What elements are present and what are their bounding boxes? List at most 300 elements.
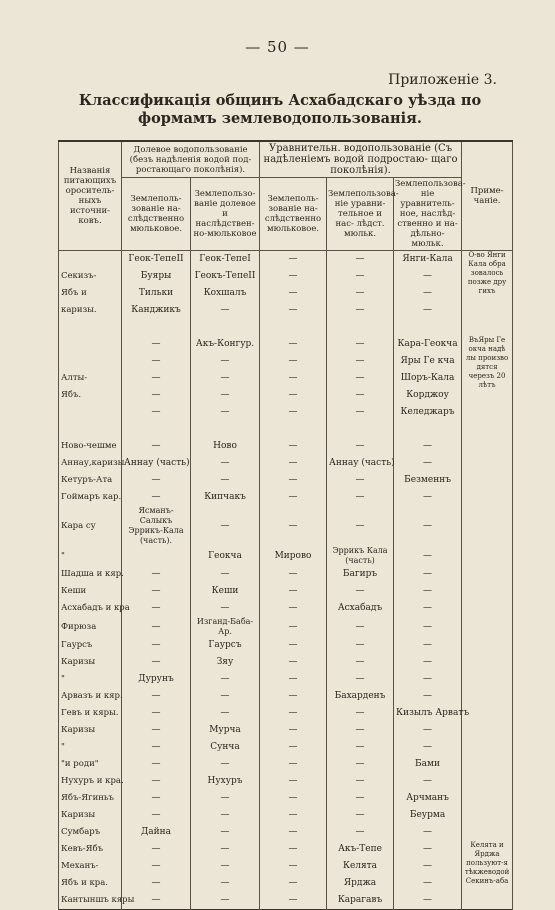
- cell-c4: —: [327, 268, 394, 285]
- table-row: [59, 807, 513, 824]
- cell-c2: Ново: [191, 438, 260, 455]
- cell-c3: —: [260, 404, 327, 421]
- cell-c4: Карагавъ: [327, 892, 394, 910]
- cell-c4: —: [327, 472, 394, 489]
- cell-c1: —: [122, 387, 191, 404]
- cell-c3: —: [260, 807, 327, 824]
- cell-note-empty: [462, 600, 513, 617]
- cell-c5: —: [394, 583, 462, 600]
- table-row: [59, 438, 513, 455]
- cell-source: ": [59, 739, 122, 756]
- cell-c5: —: [394, 546, 462, 566]
- table-row: [59, 251, 513, 269]
- cell-source: Каризы: [59, 807, 122, 824]
- header-source: Названiя питающихъ ороситель- ныхъ источни- ковъ.: [59, 141, 122, 251]
- table-row: [59, 506, 513, 546]
- cell-c5: —: [394, 438, 462, 455]
- cell-note-empty: [462, 824, 513, 841]
- cell-c4: —: [327, 251, 394, 269]
- cell-c2: —: [191, 858, 260, 875]
- cell-c4: Багиръ: [327, 566, 394, 583]
- cell-c1: —: [122, 654, 191, 671]
- cell-c4: —: [327, 438, 394, 455]
- cell-c2: Мурча: [191, 722, 260, 739]
- cell-note-empty: [462, 489, 513, 506]
- cell-c5: —: [394, 617, 462, 637]
- cell-c1: —: [122, 705, 191, 722]
- cell-c5: —: [394, 858, 462, 875]
- cell-c1: Аннау (часть): [122, 455, 191, 472]
- cell-c4: —: [327, 617, 394, 637]
- cell-c4: —: [327, 336, 394, 353]
- cell-c5: Бeурма: [394, 807, 462, 824]
- cell-c3: —: [260, 858, 327, 875]
- cell-c4: —: [327, 654, 394, 671]
- table-row: [59, 319, 513, 336]
- cell-c2: —: [191, 506, 260, 546]
- table-row: [59, 370, 513, 387]
- cell-note-empty: [462, 773, 513, 790]
- cell-c3: —: [260, 654, 327, 671]
- cell-source: [59, 353, 122, 370]
- cell-source: Механъ-: [59, 858, 122, 875]
- cell-c2: —: [191, 841, 260, 858]
- cell-note-empty: [462, 455, 513, 472]
- table-row: [59, 756, 513, 773]
- cell-c4: [327, 319, 394, 336]
- cell-c3: —: [260, 671, 327, 688]
- table-row: [59, 654, 513, 671]
- cell-c1: Дайна: [122, 824, 191, 841]
- cell-c5: [394, 421, 462, 438]
- cell-source: [59, 336, 122, 353]
- cell-source: Каризы: [59, 722, 122, 739]
- header-row-groups: [59, 141, 513, 178]
- classification-table: [58, 140, 513, 910]
- header-group-shared: Долевое водопользованiе (безъ надѣленiя водой под- ростающаго поколѣнiя).: [122, 141, 260, 178]
- cell-c3: —: [260, 637, 327, 654]
- cell-c5: —: [394, 654, 462, 671]
- cell-c2: Геокъ-ТепеII: [191, 268, 260, 285]
- cell-c4: —: [327, 387, 394, 404]
- cell-c1: —: [122, 353, 191, 370]
- cell-source: Кевъ-Ябъ: [59, 841, 122, 858]
- table-row: [59, 671, 513, 688]
- cell-source: Кара су: [59, 506, 122, 546]
- cell-c4: —: [327, 807, 394, 824]
- cell-c4: —: [327, 489, 394, 506]
- cell-note-empty: [462, 705, 513, 722]
- cell-c3: —: [260, 489, 327, 506]
- header-group-equal: Уравнительн. водопользованiе (Съ надѣленiемъ водой подростаю- щаго поколѣнiя).: [260, 141, 462, 178]
- table-row: [59, 858, 513, 875]
- cell-c2: Сунча: [191, 739, 260, 756]
- cell-c2: Кеши: [191, 583, 260, 600]
- cell-c4: Асхабадъ: [327, 600, 394, 617]
- cell-c3: [260, 319, 327, 336]
- cell-c2: —: [191, 455, 260, 472]
- cell-c5: —: [394, 892, 462, 910]
- cell-source: [59, 319, 122, 336]
- cell-c1: —: [122, 336, 191, 353]
- cell-note-empty: [462, 688, 513, 705]
- table-row: [59, 387, 513, 404]
- cell-c3: —: [260, 387, 327, 404]
- cell-c4: —: [327, 404, 394, 421]
- cell-c2: —: [191, 472, 260, 489]
- cell-c3: —: [260, 790, 327, 807]
- cell-note-empty: [462, 506, 513, 546]
- table-row: [59, 455, 513, 472]
- table-row: [59, 705, 513, 722]
- table-row: [59, 875, 513, 892]
- cell-c4: Эррикъ Кала (часть): [327, 546, 394, 566]
- cell-source: Нухуръ и кра.: [59, 773, 122, 790]
- cell-note-empty: [462, 438, 513, 455]
- cell-c1: —: [122, 583, 191, 600]
- cell-c5: —: [394, 268, 462, 285]
- cell-source: Фирюза: [59, 617, 122, 637]
- cell-c3: —: [260, 739, 327, 756]
- page-number: — 50 —: [245, 38, 310, 56]
- cell-c3: —: [260, 455, 327, 472]
- cell-c1: —: [122, 773, 191, 790]
- table-row: [59, 472, 513, 489]
- cell-c5: —: [394, 455, 462, 472]
- cell-c3: —: [260, 583, 327, 600]
- cell-source: ": [59, 546, 122, 566]
- table-row: [59, 302, 513, 319]
- table-row: [59, 773, 513, 790]
- cell-c4: —: [327, 353, 394, 370]
- table-row: [59, 268, 513, 285]
- cell-c2: —: [191, 875, 260, 892]
- cell-c5: —: [394, 773, 462, 790]
- cell-source: Шадша и кяр.: [59, 566, 122, 583]
- table-row: [59, 546, 513, 566]
- cell-c3: —: [260, 773, 327, 790]
- cell-c5: —: [394, 824, 462, 841]
- cell-source: Ново-чешме: [59, 438, 122, 455]
- cell-c3: —: [260, 268, 327, 285]
- cell-c3: —: [260, 251, 327, 269]
- cell-c1: [122, 546, 191, 566]
- cell-c5: —: [394, 566, 462, 583]
- cell-source: Арвазъ и кяр.: [59, 688, 122, 705]
- cell-c3: —: [260, 875, 327, 892]
- cell-c3: —: [260, 336, 327, 353]
- cell-c4: [327, 421, 394, 438]
- cell-c5: Безменнъ: [394, 472, 462, 489]
- cell-c1: —: [122, 472, 191, 489]
- table-row: [59, 489, 513, 506]
- cell-c2: —: [191, 671, 260, 688]
- cell-c5: —: [394, 506, 462, 546]
- cell-c1: Ясманъ-Салыкъ Эррикъ-Кала (часть).: [122, 506, 191, 546]
- table-row: [59, 688, 513, 705]
- cell-c3: —: [260, 617, 327, 637]
- cell-c1: Буяры: [122, 268, 191, 285]
- cell-c5: Арчманъ: [394, 790, 462, 807]
- cell-source: каризы.: [59, 302, 122, 319]
- cell-c5: Кизылъ Арватъ: [394, 705, 462, 722]
- cell-c2: Кипчакъ: [191, 489, 260, 506]
- table-row: [59, 583, 513, 600]
- cell-c4: Акъ-Тепе: [327, 841, 394, 858]
- cell-c2: —: [191, 404, 260, 421]
- header-row-sub: [59, 178, 513, 251]
- cell-source: Сумбаръ: [59, 824, 122, 841]
- cell-c3: —: [260, 756, 327, 773]
- cell-note-empty: [462, 319, 513, 336]
- table-row: [59, 336, 513, 353]
- cell-c3: —: [260, 824, 327, 841]
- cell-c1: —: [122, 688, 191, 705]
- header-col3: Землеполь- зованiе на- слѣдственно мюльковое.: [260, 178, 327, 251]
- cell-c3: —: [260, 353, 327, 370]
- cell-c1: Геок-ТепеII: [122, 251, 191, 269]
- cell-c3: —: [260, 705, 327, 722]
- table-row: [59, 739, 513, 756]
- cell-c2: —: [191, 756, 260, 773]
- appendix-label: Приложенiе 3.: [388, 72, 497, 88]
- cell-c4: —: [327, 824, 394, 841]
- cell-c1: —: [122, 892, 191, 910]
- cell-c3: —: [260, 566, 327, 583]
- cell-c4: Бахарденъ: [327, 688, 394, 705]
- cell-c5: Яры Ге кча: [394, 353, 462, 370]
- cell-c5: —: [394, 722, 462, 739]
- table-row: [59, 790, 513, 807]
- table-row: [59, 841, 513, 858]
- cell-c3: —: [260, 892, 327, 910]
- header-col5: Землепользова- нiе уравнитель- ное, наслѣд- ственно и на- дѣльно-мюльк.: [395, 179, 466, 249]
- table-row: [59, 892, 513, 910]
- cell-c2: —: [191, 370, 260, 387]
- cell-source: Гаурсъ: [59, 637, 122, 654]
- cell-c5: —: [394, 739, 462, 756]
- cell-c2: [191, 421, 260, 438]
- cell-c3: —: [260, 370, 327, 387]
- cell-c1: —: [122, 722, 191, 739]
- document-title: Классификацiя общинъ Асхабадскаго уѣзда по формамъ землеводопользованiя.: [78, 92, 482, 127]
- cell-c4: —: [327, 705, 394, 722]
- cell-c4: —: [327, 722, 394, 739]
- cell-source: Кантыншъ кяры: [59, 892, 122, 910]
- cell-c3: —: [260, 302, 327, 319]
- header-col4: Землепользова- нiе уравни- тельное и нас- лѣдст. мюльк.: [327, 178, 394, 251]
- cell-note-empty: [462, 739, 513, 756]
- cell-c1: —: [122, 566, 191, 583]
- cell-c2: —: [191, 807, 260, 824]
- cell-c1: —: [122, 370, 191, 387]
- cell-c1: —: [122, 756, 191, 773]
- cell-c2: [191, 319, 260, 336]
- cell-note-empty: [462, 807, 513, 824]
- cell-c2: —: [191, 824, 260, 841]
- cell-c2: Акъ-Конгур.: [191, 336, 260, 353]
- cell-note-empty: [462, 546, 513, 566]
- cell-c4: —: [327, 671, 394, 688]
- cell-c5: Келеджаръ: [394, 404, 462, 421]
- cell-note-empty: [462, 566, 513, 583]
- cell-source: [59, 404, 122, 421]
- cell-c2: —: [191, 705, 260, 722]
- cell-c2: Гаурсъ: [191, 637, 260, 654]
- cell-note-empty: [462, 722, 513, 739]
- cell-source: Кеши: [59, 583, 122, 600]
- cell-c5: —: [394, 671, 462, 688]
- cell-c1: —: [122, 739, 191, 756]
- cell-c2: —: [191, 892, 260, 910]
- cell-c1: —: [122, 807, 191, 824]
- cell-c4: —: [327, 756, 394, 773]
- cell-c5: —: [394, 302, 462, 319]
- cell-c4: Ярджа: [327, 875, 394, 892]
- cell-source: ": [59, 671, 122, 688]
- cell-c4: Келята: [327, 858, 394, 875]
- cell-c5: —: [394, 600, 462, 617]
- cell-c1: —: [122, 489, 191, 506]
- cell-source: Асхабадъ и кра: [59, 600, 122, 617]
- cell-c3: —: [260, 438, 327, 455]
- cell-c4: —: [327, 790, 394, 807]
- cell-c2: Геокча: [191, 546, 260, 566]
- cell-c3: —: [260, 841, 327, 858]
- cell-c2: Зяу: [191, 654, 260, 671]
- cell-c5: —: [394, 875, 462, 892]
- cell-source: Гевъ и кяры.: [59, 705, 122, 722]
- cell-c1: —: [122, 600, 191, 617]
- cell-c4: —: [327, 285, 394, 302]
- table-row: [59, 353, 513, 370]
- cell-note: Келята и Ярджа пользуют-я тѣкжеводой Секинъ-аба: [462, 841, 513, 910]
- cell-c1: —: [122, 438, 191, 455]
- cell-c1: —: [122, 841, 191, 858]
- cell-source: Ябъ-Ягиньъ: [59, 790, 122, 807]
- cell-c1: —: [122, 790, 191, 807]
- cell-c1: —: [122, 637, 191, 654]
- cell-c1: Канджикъ: [122, 302, 191, 319]
- cell-source: Ябъ.: [59, 387, 122, 404]
- cell-c4: Аннау (часть): [327, 455, 394, 472]
- cell-c5: —: [394, 285, 462, 302]
- cell-c3: —: [260, 506, 327, 546]
- cell-c2: —: [191, 790, 260, 807]
- cell-note-empty: [462, 790, 513, 807]
- cell-c1: —: [122, 858, 191, 875]
- cell-c3: [260, 421, 327, 438]
- cell-c2: —: [191, 566, 260, 583]
- cell-c5: Шоръ-Кала: [394, 370, 462, 387]
- table-row: [59, 404, 513, 421]
- cell-note-empty: [462, 472, 513, 489]
- cell-c2: Кохшалъ: [191, 285, 260, 302]
- cell-source: "и роди": [59, 756, 122, 773]
- cell-c2: —: [191, 600, 260, 617]
- cell-note-empty: [462, 671, 513, 688]
- cell-note-empty: [462, 637, 513, 654]
- cell-c3: —: [260, 688, 327, 705]
- cell-c5: Корджоу: [394, 387, 462, 404]
- cell-c5: Бами: [394, 756, 462, 773]
- table-row: [59, 824, 513, 841]
- table-row: [59, 421, 513, 438]
- cell-source: Кетуръ-Ата: [59, 472, 122, 489]
- cell-source: [59, 251, 122, 269]
- cell-c2: Геок-ТепеI: [191, 251, 260, 269]
- table-row: [59, 637, 513, 654]
- cell-note-empty: [462, 756, 513, 773]
- cell-c5: —: [394, 841, 462, 858]
- cell-c4: —: [327, 637, 394, 654]
- cell-c5: [394, 319, 462, 336]
- cell-c2: Нухуръ: [191, 773, 260, 790]
- cell-c4: —: [327, 370, 394, 387]
- cell-note-empty: [462, 654, 513, 671]
- cell-note-empty: [462, 583, 513, 600]
- cell-c2: —: [191, 688, 260, 705]
- cell-c1: [122, 319, 191, 336]
- cell-source: Каризы: [59, 654, 122, 671]
- cell-source: Ябъ и: [59, 285, 122, 302]
- table-body: [59, 251, 513, 910]
- table-row: [59, 617, 513, 637]
- cell-c5: —: [394, 489, 462, 506]
- cell-note: ВъЯры Ге окча надѣ лы произво дятся черезъ 20 лѣтъ: [462, 336, 513, 421]
- header-col2: Землепользо- ванiе долевое и наслѣдствен- но-мюльковое: [191, 178, 260, 251]
- cell-c3: —: [260, 472, 327, 489]
- header-col1: Землеполь- зованiе на- слѣдственно мюльковое.: [122, 178, 191, 251]
- cell-c1: Дурунъ: [122, 671, 191, 688]
- cell-c5: Кара-Геокча: [394, 336, 462, 353]
- cell-c5: Янги-Кала: [394, 251, 462, 269]
- cell-source: Секизъ-: [59, 268, 122, 285]
- cell-c2: Изганд-Баба-Ар.: [191, 617, 260, 637]
- cell-c4: —: [327, 583, 394, 600]
- cell-c5: —: [394, 637, 462, 654]
- cell-c3: —: [260, 285, 327, 302]
- cell-source: Гоймаръ кар.: [59, 489, 122, 506]
- cell-c2: —: [191, 353, 260, 370]
- cell-c4: —: [327, 506, 394, 546]
- cell-c3: Мирово: [260, 546, 327, 566]
- cell-c4: —: [327, 773, 394, 790]
- cell-c4: —: [327, 302, 394, 319]
- cell-c3: —: [260, 722, 327, 739]
- cell-c1: [122, 421, 191, 438]
- cell-c1: Тильки: [122, 285, 191, 302]
- table-row: [59, 600, 513, 617]
- cell-note-empty: [462, 421, 513, 438]
- cell-note-empty: [462, 617, 513, 637]
- cell-c2: —: [191, 387, 260, 404]
- cell-source: [59, 421, 122, 438]
- cell-c4: —: [327, 739, 394, 756]
- cell-source: Аннау,каризы: [59, 455, 122, 472]
- cell-source: Ябъ и кра.: [59, 875, 122, 892]
- cell-c1: —: [122, 617, 191, 637]
- cell-note: О-во Янги Кала обра зовалось позже дру гихъ: [462, 251, 513, 320]
- cell-c2: —: [191, 302, 260, 319]
- header-note: Приме- чанiе.: [462, 141, 513, 251]
- cell-c5: —: [394, 688, 462, 705]
- cell-c1: —: [122, 404, 191, 421]
- cell-c1: —: [122, 875, 191, 892]
- cell-source: Алты-: [59, 370, 122, 387]
- table-row: [59, 722, 513, 739]
- cell-c3: —: [260, 600, 327, 617]
